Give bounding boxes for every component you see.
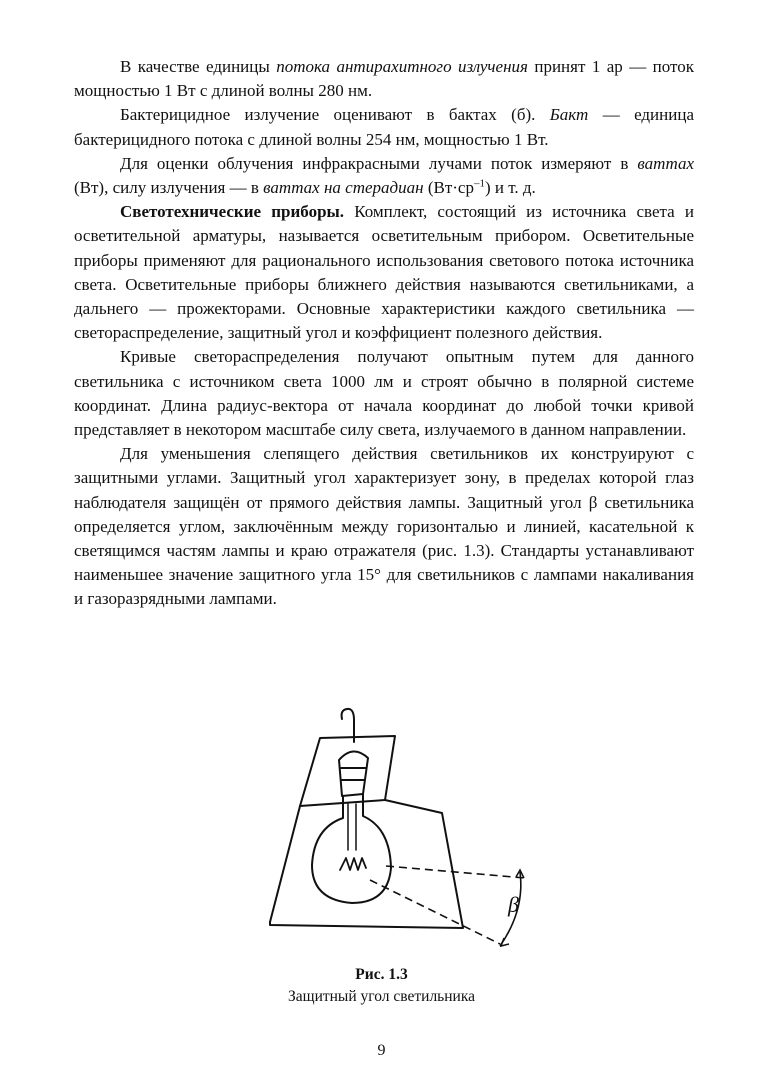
page-number: 9 [377, 1042, 386, 1059]
tangent-line [370, 880, 500, 944]
body-text [74, 55, 694, 612]
paragraph-bactericidal: Бактерицидное излучение оценивают в бактах (б). Бакт — единица бактерицидного потока с длиной волны 254 нм, мощностью 1 Вт. [74, 105, 694, 149]
filament [340, 858, 366, 870]
lamp-bulb [312, 794, 391, 903]
paragraph-distribution-curves: Кривые светораспределения получают опытным путем для данного светильника с источником света 1000 лм и строят обычно в полярной системе координат. Длина радиус-вектора от начала координат до любой точки кривой представляет в некотором масштабе силу света, излучаемого в данном направлении. [74, 347, 694, 440]
lamp-protective-angle-figure [250, 700, 550, 955]
figure-caption-title: Рис. 1.3 [355, 966, 408, 983]
paragraph-infrared: Для оценки облучения инфракрасными лучами поток измеряют в ваттах (Вт), силу излучения — в ваттах на стерадиан $(Вт\cdot ср^{-1})$ и т. д. [74, 153, 694, 198]
section-heading: Светотехнические приборы. [120, 202, 345, 222]
lamp-socket [339, 751, 368, 796]
paragraph-antirachitic: В качестве единицы потока антирахитного излучения принят 1 ар — поток мощностью 1 Вт с длиной волны 280 нм. [74, 57, 694, 101]
figure-caption-text: Защитный угол светильника [287, 988, 476, 1005]
paragraph-protective-angle: Для уменьшения слепящего действия светильников их конструируют с защитными углами. Защитный угол характеризует зону, в пределах которой глаз наблюдателя защищён от прямого действия лампы. Защитный угол β светильника определяется углом, заключённым между горизонталью и линией, касательной к светящимся частям лампы и краю отражателя (рис. 1.3). Стандарты устанавливают наименьшее значение защитного угла 15° для светильников с лампами накаливания и газоразрядными лампами. [74, 444, 694, 609]
paragraph-lighting-devices: Светотехнические приборы. Комплект, состоящий из источника света и осветительной арматуры, называется осветительным прибором. Осветительные приборы применяют для рационального использования светового потока источника света. Осветительные приборы ближнего действия называются светильниками, а дальнего — прожекторами. Основные характеристики каждого светильника — светораспределение, защитный угол и коэффициент полезного действия. [74, 202, 694, 343]
angle-label: β [508, 892, 519, 917]
reflector-lower [270, 800, 463, 928]
horizontal-line [386, 866, 525, 878]
